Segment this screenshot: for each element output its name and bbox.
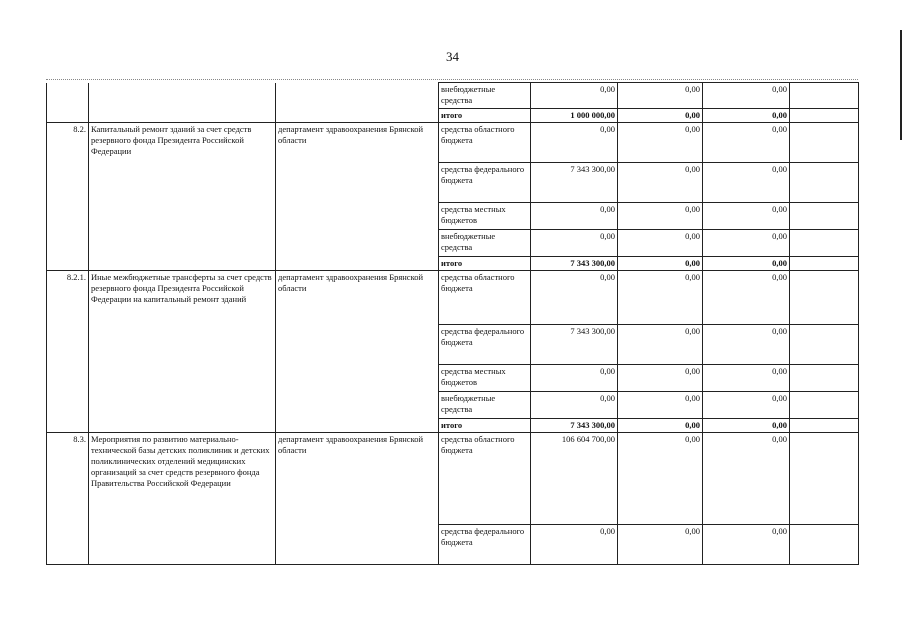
value-cell: 1 000 000,00 <box>531 109 618 123</box>
value-cell: 0,00 <box>703 271 790 325</box>
table-row <box>47 123 859 163</box>
value-cell: 0,00 <box>618 83 703 109</box>
value-cell: 0,00 <box>703 433 790 525</box>
value-cell: 0,00 <box>531 83 618 109</box>
empty-cell <box>790 83 859 109</box>
table-row <box>47 433 859 525</box>
empty-cell <box>790 230 859 257</box>
value-cell: 0,00 <box>618 163 703 203</box>
page-number: 34 <box>446 49 459 64</box>
source-cell: средства областного бюджета <box>439 433 531 525</box>
empty-cell <box>790 257 859 271</box>
value-cell: 0,00 <box>703 392 790 419</box>
empty-cell <box>790 433 859 525</box>
value-cell: 0,00 <box>703 257 790 271</box>
value-cell: 0,00 <box>531 271 618 325</box>
name-cell <box>89 83 276 123</box>
executor-cell: департамент здравоохранения Брянской области <box>276 271 439 433</box>
source-cell: средства областного бюджета <box>439 271 531 325</box>
executor-cell: департамент здравоохранения Брянской области <box>276 433 439 565</box>
value-cell: 0,00 <box>703 230 790 257</box>
code-cell: 8.2.1. <box>47 271 89 433</box>
source-cell: итого <box>439 257 531 271</box>
empty-cell <box>790 325 859 365</box>
source-cell: средства местных бюджетов <box>439 203 531 230</box>
empty-cell <box>790 525 859 565</box>
name-cell: Иные межбюджетные трансферты за счет средств резервного фонда Президента Российской Федерации на капитальный ремонт зданий <box>89 271 276 433</box>
source-cell: итого <box>439 419 531 433</box>
name-cell: Капитальный ремонт зданий за счет средств резервного фонда Президента Российской Федерации <box>89 123 276 271</box>
source-cell: средства федерального бюджета <box>439 163 531 203</box>
value-cell: 0,00 <box>703 525 790 565</box>
value-cell: 0,00 <box>618 257 703 271</box>
name-cell: Мероприятия по развитию материально-технической базы детских поликлиник и детских поликлинических отделений медицинских организаций за счет средств резервного фонда Правительства Российской Федерации <box>89 433 276 565</box>
value-cell: 0,00 <box>618 433 703 525</box>
source-cell: итого <box>439 109 531 123</box>
value-cell: 0,00 <box>703 109 790 123</box>
value-cell: 0,00 <box>703 123 790 163</box>
empty-cell <box>790 392 859 419</box>
scan-edge-mark <box>900 30 902 140</box>
value-cell: 7 343 300,00 <box>531 325 618 365</box>
value-cell: 0,00 <box>618 419 703 433</box>
table-row <box>47 271 859 325</box>
value-cell: 0,00 <box>703 325 790 365</box>
value-cell: 0,00 <box>703 365 790 392</box>
budget-table <box>46 82 859 565</box>
value-cell: 0,00 <box>703 83 790 109</box>
value-cell: 0,00 <box>618 271 703 325</box>
empty-cell <box>790 109 859 123</box>
empty-cell <box>790 419 859 433</box>
continuation-dotted-line <box>46 79 858 80</box>
value-cell: 0,00 <box>531 392 618 419</box>
value-cell: 0,00 <box>618 392 703 419</box>
empty-cell <box>790 365 859 392</box>
value-cell: 0,00 <box>531 230 618 257</box>
value-cell: 0,00 <box>531 203 618 230</box>
value-cell: 0,00 <box>618 525 703 565</box>
table-row <box>47 83 859 109</box>
executor-cell <box>276 83 439 123</box>
value-cell: 7 343 300,00 <box>531 163 618 203</box>
code-cell <box>47 83 89 123</box>
code-cell: 8.3. <box>47 433 89 565</box>
empty-cell <box>790 203 859 230</box>
source-cell: средства областного бюджета <box>439 123 531 163</box>
empty-cell <box>790 271 859 325</box>
value-cell: 0,00 <box>531 123 618 163</box>
value-cell: 0,00 <box>703 203 790 230</box>
value-cell: 0,00 <box>531 525 618 565</box>
value-cell: 0,00 <box>531 365 618 392</box>
empty-cell <box>790 123 859 163</box>
code-cell: 8.2. <box>47 123 89 271</box>
value-cell: 0,00 <box>618 325 703 365</box>
source-cell: средства местных бюджетов <box>439 365 531 392</box>
source-cell: внебюджетные средства <box>439 230 531 257</box>
value-cell: 0,00 <box>618 109 703 123</box>
value-cell: 7 343 300,00 <box>531 419 618 433</box>
source-cell: средства федерального бюджета <box>439 525 531 565</box>
source-cell: внебюджетные средства <box>439 392 531 419</box>
value-cell: 7 343 300,00 <box>531 257 618 271</box>
value-cell: 0,00 <box>618 123 703 163</box>
source-cell: внебюджетные средства <box>439 83 531 109</box>
value-cell: 0,00 <box>618 230 703 257</box>
value-cell: 0,00 <box>703 419 790 433</box>
value-cell: 0,00 <box>703 163 790 203</box>
value-cell: 0,00 <box>618 365 703 392</box>
value-cell: 106 604 700,00 <box>531 433 618 525</box>
empty-cell <box>790 163 859 203</box>
source-cell: средства федерального бюджета <box>439 325 531 365</box>
value-cell: 0,00 <box>618 203 703 230</box>
executor-cell: департамент здравоохранения Брянской области <box>276 123 439 271</box>
